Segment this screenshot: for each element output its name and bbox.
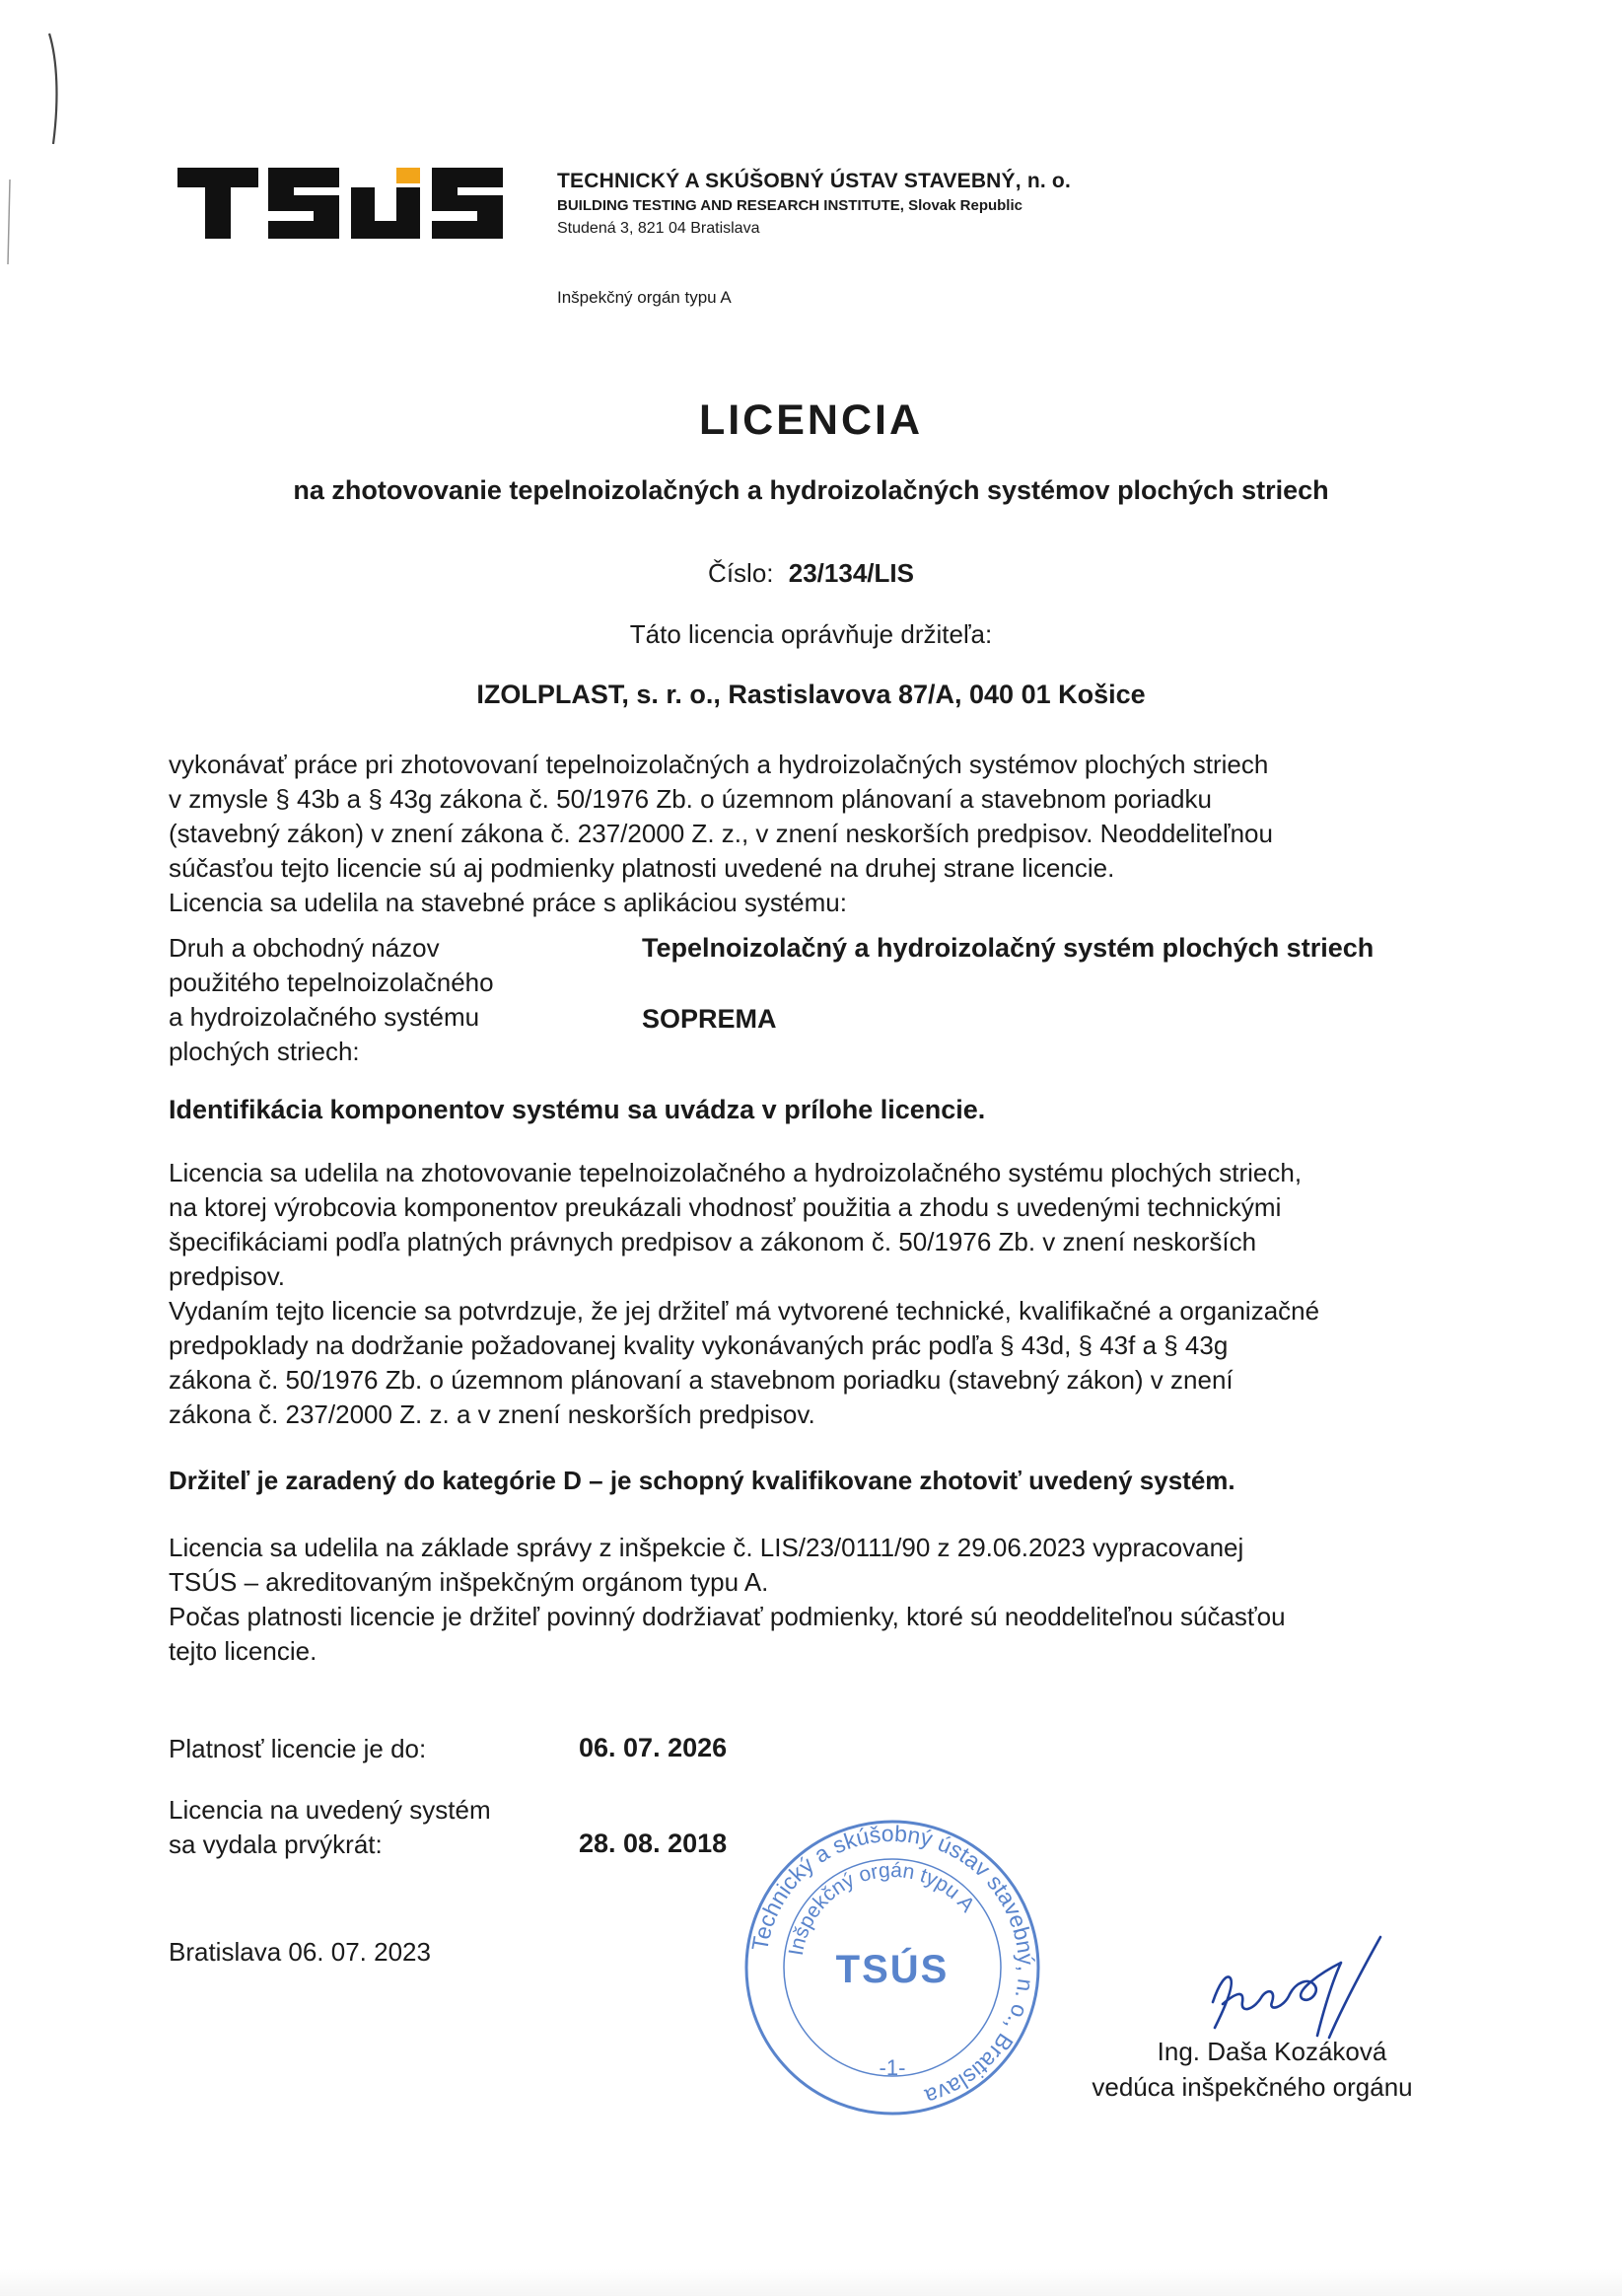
place-and-date: Bratislava 06. 07. 2023: [169, 1937, 431, 1967]
paragraph-3: [169, 1531, 1486, 1669]
paragraph-2-line: zákona č. 237/2000 Z. z. a v znení neskorších predpisov.: [169, 1399, 815, 1429]
handwritten-signature: [1193, 1933, 1430, 2042]
category-statement: Držiteľ je zaradený do kategórie D – je schopný kvalifikovane zhotoviť uvedený systém.: [169, 1466, 1235, 1495]
paragraph-1-line: vykonávať práce pri zhotovovaní tepelnoizolačných a hydroizolačných systémov plochých striech: [169, 750, 1269, 779]
first-issued-label-line: sa vydala prvýkrát:: [169, 1830, 383, 1859]
system-label-line: použitého tepelnoizolačného: [169, 968, 494, 997]
system-brand: SOPREMA: [642, 1004, 777, 1034]
paragraph-2-line: Licencia sa udelila na zhotovovanie tepelnoizolačného a hydroizolačného systému plochých striech,: [169, 1158, 1303, 1187]
paragraph-1-line: súčasťou tejto licencie sú aj podmienky platnosti uvedené na druhej strane licencie.: [169, 853, 1115, 883]
document-subtitle: na zhotovovanie tepelnoizolačných a hydroizolačných systémov plochých striech: [293, 475, 1329, 505]
signer-block: [1055, 2034, 1449, 2105]
stamp-number: -1-: [879, 2055, 906, 2080]
authorizes-text: Táto licencia oprávňuje držiteľa:: [629, 619, 993, 649]
license-number-value: 23/134/LIS: [788, 558, 914, 588]
paragraph-2: [169, 1156, 1486, 1432]
valid-until-label: Platnosť licencie je do:: [169, 1734, 427, 1763]
paragraph-2-line: Vydaním tejto licencie sa potvrdzuje, že jej držiteľ má vytvorené technické, kvalifikačné a organizačné: [169, 1296, 1320, 1326]
paragraph-3-line: Licencia sa udelila na základe správy z inšpekcie č. LIS/23/0111/90 z 29.06.2023 vypracovanej: [169, 1533, 1244, 1562]
paragraph-2-line: špecifikáciami podľa platných právnych predpisov a zákonom č. 50/1976 Zb. v znení neskorších: [169, 1227, 1257, 1256]
official-stamp: [741, 1817, 1043, 2118]
license-number: [0, 558, 1622, 589]
paragraph-2-line: na ktorej výrobcovia komponentov preukázali vhodnosť použitia a zhodu s uvedenými technickými: [169, 1192, 1282, 1222]
identification-note: Identifikácia komponentov systému sa uvádza v prílohe licencie.: [169, 1095, 986, 1124]
stamp-outer-text: Technický a skúšobný ústav stavebný, n. o., Bratislava: [746, 1820, 1040, 2111]
stamp-center-logo: TSÚS: [835, 1948, 950, 1991]
paragraph-3-line: TSÚS – akreditovaným inšpekčným orgánom typu A.: [169, 1567, 769, 1597]
signer-role: vedúca inšpekčného orgánu: [1092, 2072, 1413, 2102]
paragraph-2-line: predpisov.: [169, 1261, 286, 1291]
system-name: Tepelnoizolačný a hydroizolačný systém plochých striech: [642, 933, 1375, 963]
stamp-inner-text: Inšpekčný orgán typu A: [784, 1858, 979, 1958]
system-label: [169, 931, 494, 1069]
first-issued-value: 28. 08. 2018: [579, 1829, 728, 1858]
system-label-line: plochých striech:: [169, 1037, 360, 1066]
paragraph-1: [169, 748, 1486, 920]
paragraph-3-line: Počas platnosti licencie je držiteľ povinný dodržiavať podmienky, ktoré sú neoddeliteľnou súčasťou: [169, 1602, 1286, 1631]
institute-name: TECHNICKÝ A SKÚŠOBNÝ ÚSTAV STAVEBNÝ, n. o.: [557, 170, 1071, 192]
scan-bottom-edge: [0, 2268, 1622, 2296]
institute-address: Studená 3, 821 04 Bratislava: [557, 220, 760, 237]
tsus-logo: [177, 166, 532, 241]
paragraph-2-line: zákona č. 50/1976 Zb. o územnom plánovaní a stavebnom poriadku (stavebný zákon) v znení: [169, 1365, 1234, 1395]
document-title: LICENCIA: [698, 396, 924, 444]
institute-header: [557, 170, 1071, 238]
signer-name: Ing. Daša Kozáková: [1157, 2037, 1387, 2066]
system-label-line: a hydroizolačného systému: [169, 1002, 480, 1032]
license-holder: IZOLPLAST, s. r. o., Rastislavova 87/A, 040 01 Košice: [476, 680, 1146, 709]
inspection-body-type: Inšpekčný orgán typu A: [557, 288, 732, 307]
paragraph-2-line: predpoklady na dodržanie požadovanej kvality vykonávaných prác podľa § 43d, § 43f a § 43g: [169, 1330, 1229, 1360]
system-label-line: Druh a obchodný názov: [169, 933, 440, 963]
paragraph-3-line: tejto licencie.: [169, 1636, 317, 1666]
paragraph-1-line: (stavebný zákon) v znení zákona č. 237/2000 Z. z., v znení neskorších predpisov. Neoddeliteľnou: [169, 819, 1273, 848]
first-issued-label: [169, 1793, 491, 1862]
paragraph-1-line: v zmysle § 43b a § 43g zákona č. 50/1976 Zb. o územnom plánovaní a stavebnom poriadku: [169, 784, 1212, 814]
first-issued-label-line: Licencia na uvedený systém: [169, 1795, 491, 1825]
valid-until-value: 06. 07. 2026: [579, 1733, 728, 1762]
institute-name-en: BUILDING TESTING AND RESEARCH INSTITUTE, Slovak Republic: [557, 197, 1023, 214]
scan-artifact-mark: [43, 30, 67, 148]
scan-artifact-edge: [0, 178, 14, 266]
license-number-label: Číslo:: [708, 558, 774, 588]
paragraph-1-line: Licencia sa udelila na stavebné práce s aplikáciou systému:: [169, 888, 847, 917]
